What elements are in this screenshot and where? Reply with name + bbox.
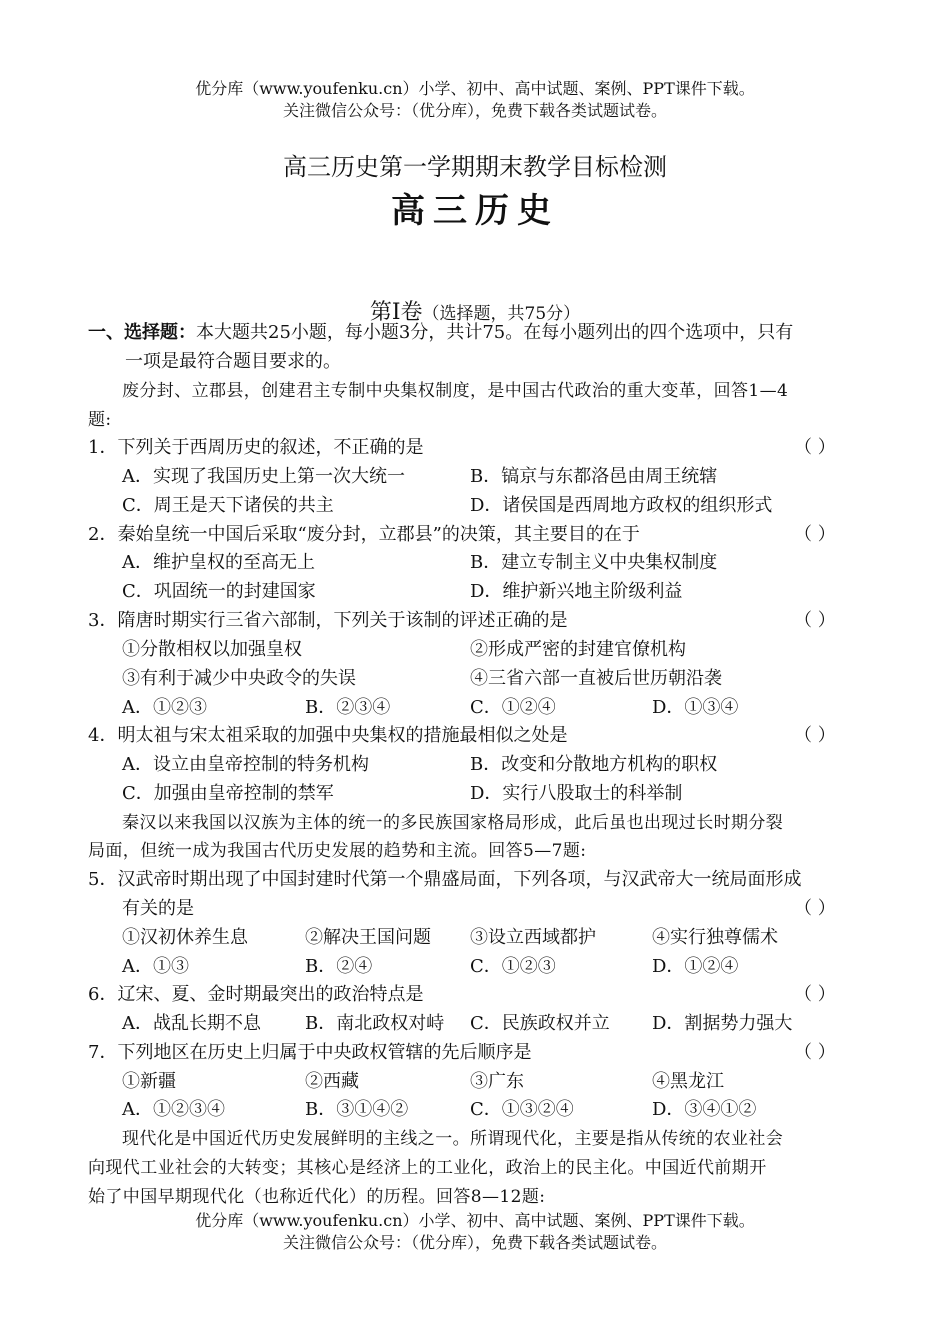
- q3-option-b: B．②③④: [305, 697, 391, 718]
- q1-option-b: B．镐京与东都洛邑由周王统辖: [470, 466, 718, 487]
- q6-option-b: B．南北政权对峙: [305, 1013, 445, 1034]
- q3-option-c: C．①②④: [470, 697, 556, 718]
- q5-statement-1: ①汉初休养生息: [122, 927, 248, 948]
- q5-statement-3: ③设立西域都护: [470, 927, 596, 948]
- intro-3-line-1: 现代化是中国近代历史发展鲜明的主线之一。所谓现代化，主要是指从传统的农业社会: [122, 1129, 784, 1149]
- question-6-stem: 6．辽宋、夏、金时期最突出的政治特点是: [88, 984, 424, 1005]
- question-1-stem: 1．下列关于西周历史的叙述，不正确的是: [88, 437, 424, 458]
- footer-line-1: 优分库（www.youfenku.cn）小学、初中、高中试题、案例、PPT课件下载。: [195, 1211, 755, 1230]
- intro-3-line-2: 向现代工业社会的大转变；其核心是经济上的工业化，政治上的民主化。中国近代前期开: [88, 1158, 767, 1178]
- answer-paren: （ ）: [794, 725, 836, 746]
- exam-title: 高三历史第一学期期末教学目标检测: [283, 153, 667, 181]
- q5-option-a: A．①③: [122, 956, 189, 977]
- question-2-stem: 2．秦始皇统一中国后采取“废分封，立郡县”的决策，其主要目的在于: [88, 524, 640, 545]
- answer-paren: （ ）: [794, 437, 836, 458]
- question-5-stem: 5．汉武帝时期出现了中国封建时代第一个鼎盛局面，下列各项，与汉武帝大一统局面形成: [88, 869, 802, 890]
- q4-option-d: D．实行八股取士的科举制: [470, 783, 683, 804]
- q5-option-d: D．①②④: [652, 956, 739, 977]
- intro-1-line-1: 废分封、立郡县，创建君主专制中央集权制度，是中国古代政治的重大变革，回答1—4: [122, 381, 789, 401]
- question-7-stem: 7．下列地区在历史上归属于中央政权管辖的先后顺序是: [88, 1042, 532, 1063]
- section-text-2: 一项是最符合题目要求的。: [125, 351, 341, 372]
- q7-statement-4: ④黑龙江: [652, 1071, 724, 1092]
- q6-option-c: C．民族政权并立: [470, 1013, 610, 1034]
- question-3-stem: 3．隋唐时期实行三省六部制，下列关于该制的评述正确的是: [88, 610, 568, 631]
- q1-option-d: D．诸侯国是西周地方政权的组织形式: [470, 495, 773, 516]
- volume-note: （选择题，共75分）: [422, 304, 581, 324]
- volume-main: 第Ⅰ卷: [369, 300, 423, 325]
- q1-option-a: A．实现了我国历史上第一次大统一: [122, 466, 405, 487]
- q3-option-d: D．①③④: [652, 697, 739, 718]
- footer-line-2: 关注微信公众号：（优分库），免费下载各类试题试卷。: [282, 1233, 667, 1252]
- q7-option-a: A．①②③④: [122, 1099, 225, 1120]
- intro-3-line-3: 始了中国早期现代化（也称近代化）的历程。回答8—12题:: [88, 1187, 546, 1207]
- q7-statement-3: ③广东: [470, 1071, 524, 1092]
- q3-statement-2: ②形成严密的封建官僚机构: [470, 639, 686, 660]
- q4-option-b: B．改变和分散地方机构的职权: [470, 754, 718, 775]
- q4-option-c: C．加强由皇帝控制的禁军: [122, 783, 334, 804]
- q4-option-a: A．设立由皇帝控制的特务机构: [122, 754, 369, 775]
- q2-option-b: B．建立专制主义中央集权制度: [470, 552, 718, 573]
- q2-option-d: D．维护新兴地主阶级利益: [470, 581, 683, 602]
- answer-paren: （ ）: [794, 524, 836, 545]
- answer-paren: （ ）: [794, 610, 836, 631]
- intro-2-line-2: 局面，但统一成为我国古代历史发展的趋势和主流。回答5—7题:: [88, 841, 587, 861]
- q7-statement-2: ②西藏: [305, 1071, 359, 1092]
- q3-option-a: A．①②③: [122, 697, 207, 718]
- question-5-stem-2: 有关的是: [122, 898, 194, 919]
- answer-paren: （ ）: [794, 898, 836, 919]
- q7-option-d: D．③④①②: [652, 1099, 757, 1120]
- q5-option-b: B．②④: [305, 956, 373, 977]
- q3-statement-3: ③有利于减少中央政令的失误: [122, 668, 356, 689]
- q5-option-c: C．①②③: [470, 956, 556, 977]
- q3-statement-1: ①分散相权以加强皇权: [122, 639, 302, 660]
- q1-option-c: C．周王是天下诸侯的共主: [122, 495, 334, 516]
- q7-option-b: B．③①④②: [305, 1099, 409, 1120]
- q2-option-c: C．巩固统一的封建国家: [122, 581, 316, 602]
- q6-option-d: D．割据势力强大: [652, 1013, 793, 1034]
- header-line-1: 优分库（www.youfenku.cn）小学、初中、高中试题、案例、PPT课件下载。: [195, 79, 755, 98]
- q5-statement-2: ②解决王国问题: [305, 927, 431, 948]
- q2-option-a: A．维护皇权的至高无上: [122, 552, 315, 573]
- answer-paren: （ ）: [794, 1042, 836, 1063]
- answer-paren: （ ）: [794, 984, 836, 1005]
- header-line-2: 关注微信公众号：（优分库），免费下载各类试题试卷。: [282, 101, 667, 120]
- intro-1-line-2: 题:: [88, 410, 112, 430]
- q5-statement-4: ④实行独尊儒术: [652, 927, 778, 948]
- q6-option-a: A．战乱长期不息: [122, 1013, 261, 1034]
- exam-subtitle: 高三历史: [391, 191, 559, 231]
- q7-option-c: C．①③②④: [470, 1099, 574, 1120]
- q7-statement-1: ①新疆: [122, 1071, 176, 1092]
- section-instructions: [88, 320, 793, 346]
- section-label: 一、选择题：: [88, 322, 196, 343]
- question-4-stem: 4．明太祖与宋太祖采取的加强中央集权的措施最相似之处是: [88, 725, 568, 746]
- section-text-1: 本大题共25小题，每小题3分，共计75。在每小题列出的四个选项中，只有: [196, 322, 794, 343]
- intro-2-line-1: 秦汉以来我国以汉族为主体的统一的多民族国家格局形成，此后虽也出现过长时期分裂: [122, 813, 784, 833]
- q3-statement-4: ④三省六部一直被后世历朝沿袭: [470, 668, 722, 689]
